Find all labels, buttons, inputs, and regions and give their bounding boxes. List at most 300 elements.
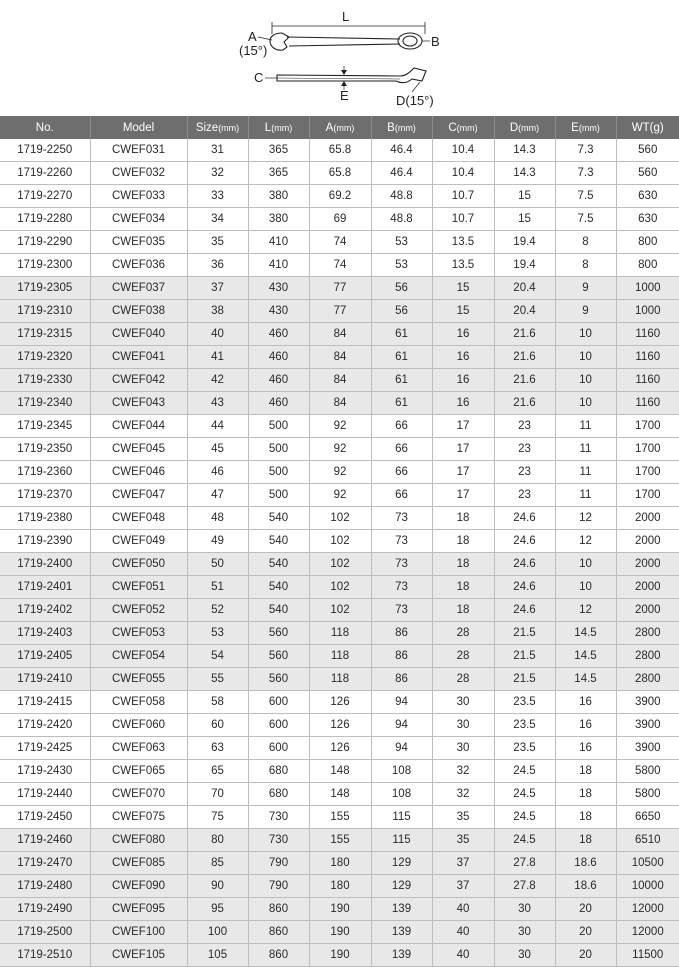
table-cell: 94 — [371, 737, 432, 760]
column-header-unit: (mm) — [394, 122, 416, 133]
table-cell: 2800 — [616, 622, 679, 645]
table-cell: 500 — [248, 461, 309, 484]
table-cell: 1719-2500 — [0, 921, 90, 944]
table-cell: 3900 — [616, 737, 679, 760]
table-cell: CWEF085 — [90, 852, 187, 875]
table-cell: 12 — [555, 599, 616, 622]
table-cell: 90 — [187, 875, 248, 898]
table-cell: 139 — [371, 944, 432, 967]
table-cell: 410 — [248, 231, 309, 254]
column-header — [555, 116, 616, 139]
dim-label-D: D(15°) — [396, 93, 434, 108]
table-cell: 11500 — [616, 944, 679, 967]
table-cell: 73 — [371, 530, 432, 553]
table-cell: 54 — [187, 645, 248, 668]
table-cell: 61 — [371, 369, 432, 392]
column-header — [90, 116, 187, 139]
table-cell: 1719-2300 — [0, 254, 90, 277]
table-cell: CWEF054 — [90, 645, 187, 668]
column-header-unit: (mm) — [218, 122, 240, 133]
table-cell: 430 — [248, 277, 309, 300]
table-cell: 102 — [309, 553, 371, 576]
table-cell: 1719-2425 — [0, 737, 90, 760]
table-cell: CWEF041 — [90, 346, 187, 369]
table-cell: 30 — [494, 921, 555, 944]
table-row — [0, 783, 679, 806]
table-cell: 600 — [248, 737, 309, 760]
table-cell: 92 — [309, 484, 371, 507]
table-cell: 2800 — [616, 668, 679, 691]
column-header — [0, 116, 90, 139]
table-cell: 540 — [248, 507, 309, 530]
table-cell: 38 — [187, 300, 248, 323]
table-cell: 47 — [187, 484, 248, 507]
table-cell: 1719-2405 — [0, 645, 90, 668]
table-cell: 84 — [309, 369, 371, 392]
table-cell: 10 — [555, 369, 616, 392]
table-cell: 9 — [555, 300, 616, 323]
table-cell: 730 — [248, 829, 309, 852]
table-cell: 73 — [371, 507, 432, 530]
table-cell: 70 — [187, 783, 248, 806]
table-cell: 16 — [555, 691, 616, 714]
table-cell: 1160 — [616, 392, 679, 415]
table-cell: 66 — [371, 415, 432, 438]
table-cell: 20 — [555, 944, 616, 967]
column-header-label: Size — [195, 121, 219, 134]
table-cell: 13.5 — [432, 231, 494, 254]
table-cell: 86 — [371, 622, 432, 645]
table-cell: 800 — [616, 254, 679, 277]
column-header-label: L — [264, 121, 272, 134]
table-cell: CWEF034 — [90, 208, 187, 231]
column-header-label: B — [387, 121, 395, 134]
dim-label-B: B — [431, 34, 440, 49]
table-cell: 11 — [555, 415, 616, 438]
table-cell: 1719-2250 — [0, 139, 90, 162]
table-cell: CWEF044 — [90, 415, 187, 438]
table-row — [0, 231, 679, 254]
table-cell: 86 — [371, 645, 432, 668]
table-row — [0, 875, 679, 898]
table-cell: 16 — [432, 392, 494, 415]
table-cell: 1719-2280 — [0, 208, 90, 231]
table-cell: 12000 — [616, 921, 679, 944]
table-cell: 1719-2380 — [0, 507, 90, 530]
table-cell: 10.7 — [432, 208, 494, 231]
table-cell: 410 — [248, 254, 309, 277]
table-cell: 48 — [187, 507, 248, 530]
table-cell: 75 — [187, 806, 248, 829]
table-cell: 63 — [187, 737, 248, 760]
table-cell: CWEF048 — [90, 507, 187, 530]
table-row — [0, 300, 679, 323]
table-cell: CWEF060 — [90, 714, 187, 737]
table-cell: 3900 — [616, 714, 679, 737]
table-cell: 102 — [309, 530, 371, 553]
table-cell: 30 — [494, 898, 555, 921]
table-cell: 13.5 — [432, 254, 494, 277]
table-cell: 460 — [248, 323, 309, 346]
table-cell: 1719-2330 — [0, 369, 90, 392]
table-cell: 500 — [248, 484, 309, 507]
table-cell: 365 — [248, 139, 309, 162]
table-cell: 32 — [187, 162, 248, 185]
table-cell: 66 — [371, 484, 432, 507]
table-cell: 40 — [432, 921, 494, 944]
table-cell: 15 — [432, 277, 494, 300]
table-cell: CWEF040 — [90, 323, 187, 346]
table-cell: 380 — [248, 208, 309, 231]
table-cell: CWEF100 — [90, 921, 187, 944]
table-row — [0, 668, 679, 691]
table-cell: 66 — [371, 438, 432, 461]
table-cell: 24.6 — [494, 507, 555, 530]
table-cell: 365 — [248, 162, 309, 185]
column-header-unit: (mm) — [518, 122, 540, 133]
table-cell: 2000 — [616, 599, 679, 622]
table-cell: CWEF063 — [90, 737, 187, 760]
table-cell: 1719-2480 — [0, 875, 90, 898]
table-cell: 61 — [371, 346, 432, 369]
table-cell: CWEF065 — [90, 760, 187, 783]
table-cell: 27.8 — [494, 875, 555, 898]
table-cell: 23 — [494, 438, 555, 461]
table-cell: 1160 — [616, 323, 679, 346]
column-header-unit: (mm) — [333, 122, 355, 133]
table-cell: 1719-2260 — [0, 162, 90, 185]
table-cell: 560 — [248, 645, 309, 668]
table-cell: 500 — [248, 415, 309, 438]
table-cell: 7.3 — [555, 139, 616, 162]
table-cell: CWEF070 — [90, 783, 187, 806]
table-cell: 9 — [555, 277, 616, 300]
table-cell: 1719-2440 — [0, 783, 90, 806]
table-row — [0, 576, 679, 599]
table-cell: 15 — [494, 208, 555, 231]
table-row — [0, 622, 679, 645]
table-cell: 100 — [187, 921, 248, 944]
table-cell: 27.8 — [494, 852, 555, 875]
column-header-unit: (mm) — [578, 122, 600, 133]
table-cell: 860 — [248, 944, 309, 967]
table-cell: 53 — [371, 231, 432, 254]
column-header-label: WT(g) — [631, 121, 664, 134]
table-cell: 190 — [309, 898, 371, 921]
column-header-label: A — [325, 121, 334, 134]
table-cell: 14.3 — [494, 162, 555, 185]
table-cell: 2800 — [616, 645, 679, 668]
table-row — [0, 438, 679, 461]
table-cell: 860 — [248, 898, 309, 921]
table-cell: CWEF080 — [90, 829, 187, 852]
table-row — [0, 921, 679, 944]
table-cell: 14.5 — [555, 645, 616, 668]
table-cell: 102 — [309, 599, 371, 622]
table-row — [0, 461, 679, 484]
table-cell: 10.7 — [432, 185, 494, 208]
table-body — [0, 139, 679, 967]
column-header — [371, 116, 432, 139]
table-cell: 102 — [309, 507, 371, 530]
table-cell: 1719-2320 — [0, 346, 90, 369]
table-cell: 7.5 — [555, 185, 616, 208]
table-cell: 155 — [309, 806, 371, 829]
table-cell: 73 — [371, 599, 432, 622]
table-cell: 14.5 — [555, 668, 616, 691]
table-cell: 1719-2370 — [0, 484, 90, 507]
table-row — [0, 484, 679, 507]
table-cell: CWEF053 — [90, 622, 187, 645]
table-cell: 1160 — [616, 346, 679, 369]
table-cell: 1719-2403 — [0, 622, 90, 645]
table-cell: 10 — [555, 323, 616, 346]
table-header-row — [0, 116, 679, 139]
table-cell: 40 — [432, 944, 494, 967]
table-cell: 30 — [432, 714, 494, 737]
table-cell: 23.5 — [494, 737, 555, 760]
table-cell: 84 — [309, 346, 371, 369]
table-row — [0, 806, 679, 829]
table-cell: 51 — [187, 576, 248, 599]
table-cell: 30 — [432, 691, 494, 714]
column-header-label: Model — [122, 121, 155, 134]
table-cell: 102 — [309, 576, 371, 599]
table-cell: 11 — [555, 438, 616, 461]
table-cell: 18.6 — [555, 875, 616, 898]
table-cell: 58 — [187, 691, 248, 714]
table-row — [0, 139, 679, 162]
table-cell: 61 — [371, 392, 432, 415]
table-cell: 20 — [555, 898, 616, 921]
table-cell: 42 — [187, 369, 248, 392]
table-cell: 118 — [309, 668, 371, 691]
table-row — [0, 898, 679, 921]
table-cell: CWEF042 — [90, 369, 187, 392]
table-cell: 16 — [432, 323, 494, 346]
table-cell: 500 — [248, 438, 309, 461]
table-cell: 92 — [309, 438, 371, 461]
table-cell: 55 — [187, 668, 248, 691]
table-cell: 129 — [371, 875, 432, 898]
table-cell: 31 — [187, 139, 248, 162]
table-cell: 21.6 — [494, 323, 555, 346]
table-cell: 18 — [555, 783, 616, 806]
table-row — [0, 530, 679, 553]
wrench-side-view — [277, 68, 426, 83]
table-cell: 10 — [555, 553, 616, 576]
table-cell: 1719-2360 — [0, 461, 90, 484]
table-cell: 73 — [371, 576, 432, 599]
table-cell: 7.3 — [555, 162, 616, 185]
table-cell: 180 — [309, 852, 371, 875]
table-cell: CWEF090 — [90, 875, 187, 898]
table-cell: 74 — [309, 231, 371, 254]
table-row — [0, 254, 679, 277]
table-cell: 80 — [187, 829, 248, 852]
table-cell: 15 — [432, 300, 494, 323]
table-row — [0, 346, 679, 369]
table-cell: 680 — [248, 760, 309, 783]
table-cell: 600 — [248, 691, 309, 714]
table-cell: 33 — [187, 185, 248, 208]
table-cell: CWEF035 — [90, 231, 187, 254]
table-cell: 16 — [432, 346, 494, 369]
table-cell: CWEF036 — [90, 254, 187, 277]
table-cell: 108 — [371, 760, 432, 783]
table-cell: 1719-2510 — [0, 944, 90, 967]
table-cell: 139 — [371, 898, 432, 921]
table-row — [0, 185, 679, 208]
table-cell: 24.5 — [494, 783, 555, 806]
table-cell: 65.8 — [309, 139, 371, 162]
table-cell: 1719-2470 — [0, 852, 90, 875]
table-cell: CWEF052 — [90, 599, 187, 622]
table-cell: 10.4 — [432, 139, 494, 162]
table-cell: 1700 — [616, 461, 679, 484]
table-cell: 600 — [248, 714, 309, 737]
table-row — [0, 829, 679, 852]
table-cell: 56 — [371, 277, 432, 300]
table-cell: 35 — [187, 231, 248, 254]
table-row — [0, 691, 679, 714]
dim-label-A-angle: (15°) — [239, 43, 268, 58]
table-cell: 52 — [187, 599, 248, 622]
table-cell: 74 — [309, 254, 371, 277]
spec-table — [0, 116, 679, 967]
table-cell: 16 — [432, 369, 494, 392]
table-cell: 1719-2450 — [0, 806, 90, 829]
table-cell: 560 — [248, 622, 309, 645]
wrench-dimension-diagram — [0, 0, 679, 115]
table-cell: 10000 — [616, 875, 679, 898]
table-cell: 77 — [309, 300, 371, 323]
table-cell: 24.6 — [494, 576, 555, 599]
table-cell: 60 — [187, 714, 248, 737]
table-cell: 20.4 — [494, 300, 555, 323]
table-row — [0, 507, 679, 530]
dim-label-E: E — [340, 88, 349, 103]
table-cell: 53 — [187, 622, 248, 645]
table-row — [0, 208, 679, 231]
table-cell: 92 — [309, 461, 371, 484]
table-cell: 43 — [187, 392, 248, 415]
table-row — [0, 852, 679, 875]
table-cell: CWEF047 — [90, 484, 187, 507]
table-cell: 126 — [309, 737, 371, 760]
table-cell: 46.4 — [371, 139, 432, 162]
table-row — [0, 645, 679, 668]
table-cell: 35 — [432, 806, 494, 829]
table-cell: 18 — [555, 760, 616, 783]
table-cell: 3900 — [616, 691, 679, 714]
table-cell: 155 — [309, 829, 371, 852]
table-cell: 56 — [371, 300, 432, 323]
table-cell: 37 — [432, 875, 494, 898]
table-cell: 18 — [555, 806, 616, 829]
table-cell: 6650 — [616, 806, 679, 829]
table-cell: 61 — [371, 323, 432, 346]
table-cell: 77 — [309, 277, 371, 300]
table-cell: 2000 — [616, 507, 679, 530]
table-cell: 1000 — [616, 300, 679, 323]
table-cell: 17 — [432, 438, 494, 461]
table-cell: CWEF049 — [90, 530, 187, 553]
table-cell: 94 — [371, 691, 432, 714]
table-row — [0, 277, 679, 300]
table-cell: 86 — [371, 668, 432, 691]
table-cell: 34 — [187, 208, 248, 231]
table-cell: 126 — [309, 691, 371, 714]
table-cell: 20.4 — [494, 277, 555, 300]
table-cell: 19.4 — [494, 254, 555, 277]
table-cell: 23 — [494, 461, 555, 484]
table-cell: 19.4 — [494, 231, 555, 254]
table-cell: 23.5 — [494, 714, 555, 737]
table-cell: 40 — [187, 323, 248, 346]
table-cell: 1719-2410 — [0, 668, 90, 691]
table-cell: 1719-2350 — [0, 438, 90, 461]
table-cell: 21.6 — [494, 346, 555, 369]
table-cell: 21.5 — [494, 645, 555, 668]
table-cell: 129 — [371, 852, 432, 875]
table-cell: 24.6 — [494, 553, 555, 576]
table-cell: CWEF033 — [90, 185, 187, 208]
table-cell: CWEF043 — [90, 392, 187, 415]
table-cell: 148 — [309, 783, 371, 806]
table-cell: 148 — [309, 760, 371, 783]
table-cell: 1719-2401 — [0, 576, 90, 599]
table-cell: 1719-2400 — [0, 553, 90, 576]
table-cell: 540 — [248, 576, 309, 599]
table-row — [0, 553, 679, 576]
table-row — [0, 162, 679, 185]
table-cell: 24.5 — [494, 806, 555, 829]
table-row — [0, 714, 679, 737]
table-cell: 41 — [187, 346, 248, 369]
table-cell: 1719-2315 — [0, 323, 90, 346]
table-cell: 45 — [187, 438, 248, 461]
table-cell: 65.8 — [309, 162, 371, 185]
table-cell: 24.5 — [494, 829, 555, 852]
table-cell: 21.6 — [494, 369, 555, 392]
table-cell: 5800 — [616, 760, 679, 783]
table-cell: 460 — [248, 346, 309, 369]
column-header-label: D — [509, 121, 519, 134]
table-cell: 10500 — [616, 852, 679, 875]
table-cell: 16 — [555, 714, 616, 737]
table-cell: 10.4 — [432, 162, 494, 185]
table-cell: CWEF095 — [90, 898, 187, 921]
table-cell: 2000 — [616, 530, 679, 553]
table-cell: 37 — [187, 277, 248, 300]
table-cell: 17 — [432, 415, 494, 438]
table-cell: 800 — [616, 231, 679, 254]
table-cell: 20 — [555, 921, 616, 944]
table-cell: 12 — [555, 507, 616, 530]
table-cell: 18 — [432, 530, 494, 553]
table-cell: 108 — [371, 783, 432, 806]
table-cell: 540 — [248, 553, 309, 576]
column-header — [616, 116, 679, 139]
table-row — [0, 369, 679, 392]
table-cell: 8 — [555, 231, 616, 254]
table-cell: 139 — [371, 921, 432, 944]
table-cell: 92 — [309, 415, 371, 438]
table-cell: 1700 — [616, 438, 679, 461]
table-cell: 1719-2310 — [0, 300, 90, 323]
table-cell: 65 — [187, 760, 248, 783]
